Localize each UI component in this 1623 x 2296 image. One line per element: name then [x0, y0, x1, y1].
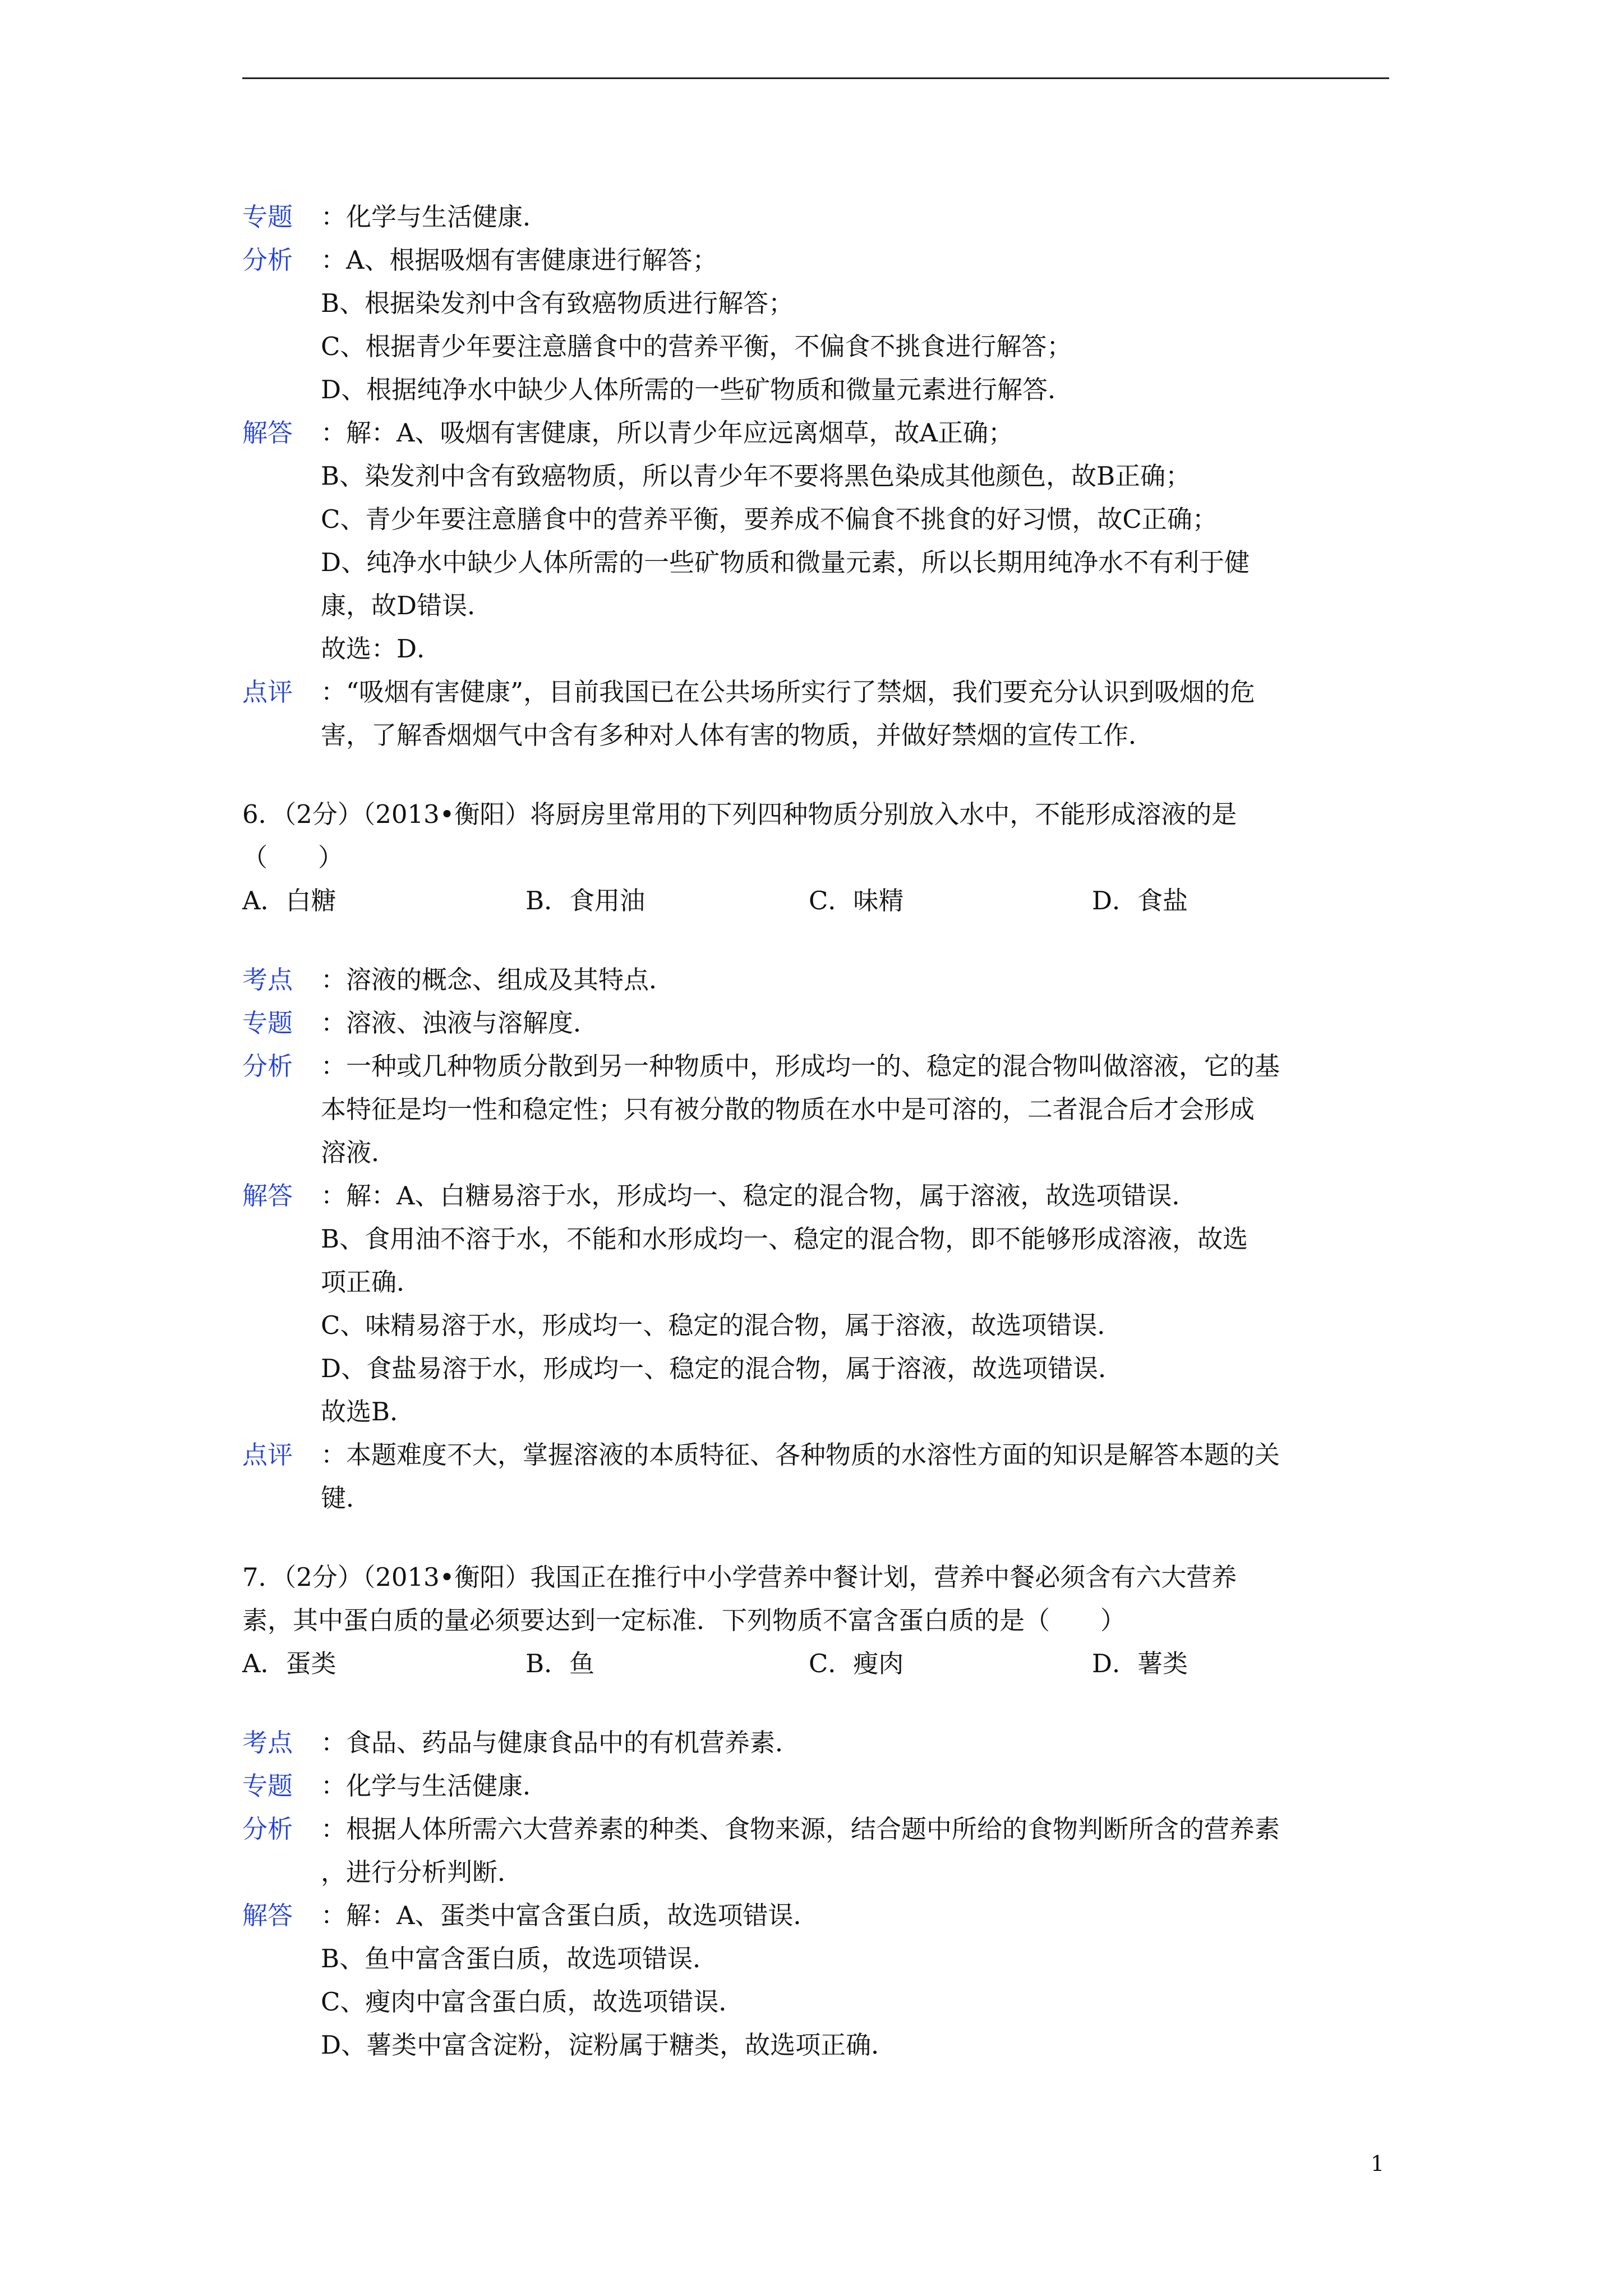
q6-answer-row: [242, 1174, 1389, 1217]
q5-answer-label: 解答: [242, 418, 293, 448]
spacer: [242, 922, 1389, 958]
q7-topic-text: ：化学与生活健康．: [321, 1771, 548, 1801]
q5-topic-label: 专题: [242, 202, 293, 232]
q5-answer-row: [242, 411, 1389, 454]
page-content: [242, 195, 1389, 2067]
q6-analysis-row: [242, 1045, 1389, 1088]
q5-comment-label: 点评: [242, 677, 293, 707]
q5-analysis-label: 分析: [242, 245, 293, 275]
q7-option-c: C．瘦肉: [809, 1649, 904, 1678]
q5-analysis-line: C、根据青少年要注意膳食中的营养平衡，不偏食不挑食进行解答；: [321, 332, 1072, 361]
q6-comment-line: ：本题难度不大，掌握溶液的本质特征、各种物质的水溶性方面的知识是解答本题的关: [321, 1440, 1280, 1470]
q6-answer-line: ：解：A、白糖易溶于水，形成均一、稳定的混合物，属于溶液，故选项错误．: [321, 1181, 1197, 1211]
q6-answer-line: B、食用油不溶于水，不能和水形成均一、稳定的混合物，即不能够形成溶液，故选: [321, 1224, 1248, 1254]
q7-option-a: A．蛋类: [242, 1649, 336, 1678]
q5-answer-line: B、染发剂中含有致癌物质，所以青少年不要将黑色染成其他颜色，故B正确；: [321, 461, 1191, 491]
q7-answer-line: ：解：A、蛋类中富含蛋白质，故选项错误．: [321, 1901, 819, 1930]
q7-answer-label: 解答: [242, 1901, 293, 1930]
q7-options: [242, 1642, 1389, 1685]
q7-answer-line: D、薯类中富含淀粉，淀粉属于糖类，故选项正确．: [321, 2030, 897, 2060]
q7-analysis-label: 分析: [242, 1814, 293, 1844]
q6-analysis-line: 溶液．: [321, 1138, 397, 1167]
q6-answer-line: D、食盐易溶于水，形成均一、稳定的混合物，属于溶液，故选项错误．: [321, 1354, 1124, 1383]
q6-answer-line: 故选B．: [321, 1397, 416, 1427]
q6-comment-row: [242, 1433, 1389, 1476]
q6-option-b: B．食用油: [525, 886, 645, 915]
q7-analysis-line: ，进行分析判断．: [321, 1857, 523, 1887]
q6-comment-line: 键．: [321, 1483, 372, 1513]
spacer: [242, 757, 1389, 793]
q5-analysis-row: [242, 238, 1389, 282]
spacer: [242, 1520, 1389, 1556]
q6-answer-line: 项正确．: [321, 1267, 422, 1297]
q7-answer-row: [242, 1894, 1389, 1937]
q6-analysis-line: ：一种或几种物质分散到另一种物质中，形成均一的、稳定的混合物叫做溶液，它的基: [321, 1051, 1280, 1081]
q5-answer-line: C、青少年要注意膳食中的营养平衡，要养成不偏食不挑食的好习惯，故C正确；: [321, 504, 1218, 534]
q6-answer-label: 解答: [242, 1181, 293, 1211]
header-rule: [242, 77, 1389, 79]
q5-topic-text: ：化学与生活健康．: [321, 202, 548, 232]
q6-analysis-label: 分析: [242, 1051, 293, 1081]
q5-answer-line: D、纯净水中缺少人体所需的一些矿物质和微量元素，所以长期用纯净水不有利于健: [321, 547, 1250, 577]
q5-comment-row: [242, 670, 1389, 714]
q7-answer-line: C、瘦肉中富含蛋白质，故选项错误．: [321, 1987, 744, 2017]
q7-topic-row: [242, 1764, 1389, 1807]
q7-analysis-row: [242, 1807, 1389, 1851]
q5-answer-line: ：解：A、吸烟有害健康，所以青少年应远离烟草，故A正确；: [321, 418, 1013, 448]
page-number: 1: [1371, 2151, 1385, 2176]
q7-stem-line: 7．（2分）（2013•衡阳）我国正在推行中小学营养中餐计划，营养中餐必须含有六大营养: [242, 1562, 1237, 1592]
q6-point-row: [242, 958, 1389, 1001]
q5-comment-line: 害，了解香烟烟气中含有多种对人体有害的物质，并做好禁烟的宣传工作．: [321, 720, 1154, 750]
q5-analysis-line: B、根据染发剂中含有致癌物质进行解答；: [321, 288, 794, 318]
q7-point-row: [242, 1721, 1389, 1764]
q6-point-label: 考点: [242, 965, 293, 995]
q7-analysis-line: ：根据人体所需六大营养素的种类、食物来源，结合题中所给的食物判断所含的营养素: [321, 1814, 1280, 1844]
q6-option-a: A．白糖: [242, 886, 336, 915]
q6-stem-line: 6．（2分）（2013•衡阳）将厨房里常用的下列四种物质分别放入水中，不能形成溶液的是: [242, 799, 1237, 829]
q6-topic-label: 专题: [242, 1008, 293, 1038]
q6-options: [242, 879, 1389, 922]
q7-option-d: D．薯类: [1092, 1649, 1188, 1678]
q7-option-b: B．鱼: [525, 1649, 595, 1678]
q6-answer-line: C、味精易溶于水，形成均一、稳定的混合物，属于溶液，故选项错误．: [321, 1310, 1123, 1340]
q5-topic-row: [242, 195, 1389, 238]
spacer: [242, 1685, 1389, 1721]
q5-answer-line: 故选：D．: [321, 634, 442, 664]
q7-answer-line: B、鱼中富含蛋白质，故选项错误．: [321, 1944, 718, 1973]
q6-topic-text: ：溶液、浊液与溶解度．: [321, 1008, 599, 1038]
q6-stem-line: （ ）: [242, 843, 344, 872]
q5-analysis-line: ：A、根据吸烟有害健康进行解答；: [321, 245, 718, 275]
q6-point-text: ：溶液的概念、组成及其特点．: [321, 965, 675, 995]
q7-point-label: 考点: [242, 1728, 293, 1757]
q6-option-d: D．食盐: [1092, 886, 1188, 915]
q5-analysis-line: D、根据纯净水中缺少人体所需的一些矿物质和微量元素进行解答．: [321, 375, 1073, 404]
q7-stem-line: 素，其中蛋白质的量必须要达到一定标准．下列物质不富含蛋白质的是（ ）: [242, 1605, 1126, 1635]
q7-topic-label: 专题: [242, 1771, 293, 1801]
q7-point-text: ：食品、药品与健康食品中的有机营养素．: [321, 1728, 801, 1757]
q6-analysis-line: 本特征是均一性和稳定性；只有被分散的物质在水中是可溶的，二者混合后才会形成: [321, 1094, 1255, 1124]
q5-answer-line: 康，故D错误．: [321, 591, 493, 620]
q5-comment-line: ：“吸烟有害健康”，目前我国已在公共场所实行了禁烟，我们要充分认识到吸烟的危: [321, 677, 1256, 707]
q6-topic-row: [242, 1001, 1389, 1045]
q6-option-c: C．味精: [809, 886, 904, 915]
q6-comment-label: 点评: [242, 1440, 293, 1470]
